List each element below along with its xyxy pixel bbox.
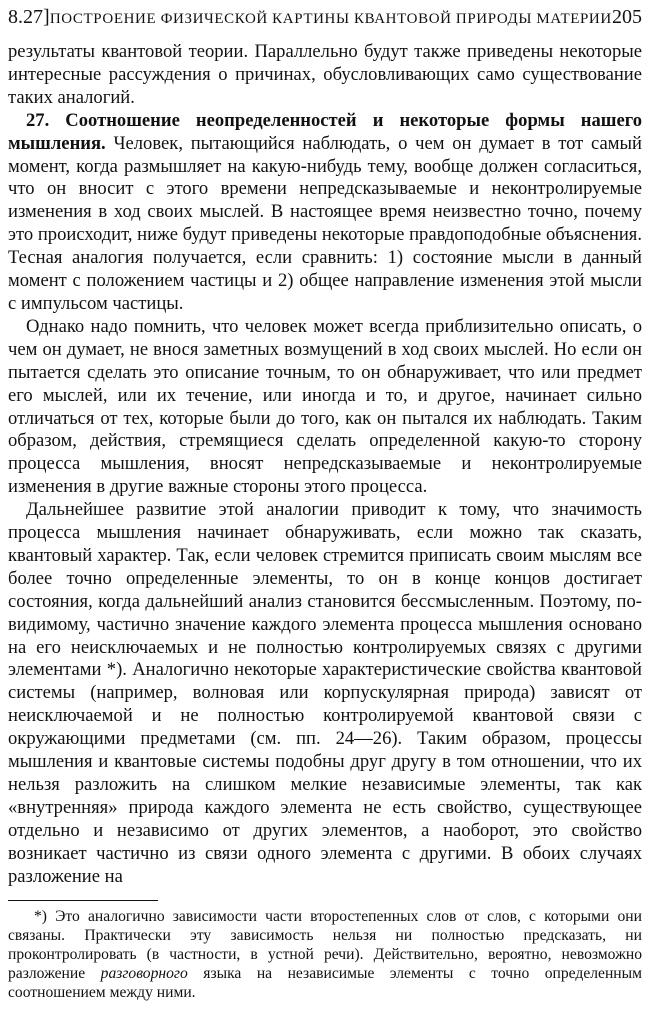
page-number: 205 bbox=[612, 6, 642, 28]
section-number: 8.27] bbox=[8, 6, 50, 28]
running-title: ПОСТРОЕНИЕ ФИЗИЧЕСКОЙ КАРТИНЫ КВАНТОВОЙ ПРИРОДЫ МАТЕРИИ bbox=[49, 11, 612, 27]
running-header bbox=[8, 6, 642, 36]
footnote-text: языка на независимые элементы с точно определенным соотношением между ними. bbox=[8, 965, 642, 1002]
main-text bbox=[8, 41, 642, 889]
paragraph-text: Человек, пытающийся наблюдать, о чем он думает в тот самый момент, когда размышляет на какую-нибудь тему, вообще должен согласиться, что он вносит с этого времени непредсказываемые и неконтролируемые изменения в ход своих мыслей. В настоящее время неизвестно точно, почему это происходит, ниже будут приведены некоторые правдоподобные объяснения. Тесная аналогия получается, если сравнить: 1) состояние мысли в данный момент с положением частицы и 2) общее направление изменения этой мысли с импульсом частицы. bbox=[8, 132, 642, 314]
book-page bbox=[8, 6, 642, 1003]
footnote bbox=[8, 907, 642, 1003]
footnote-text: *) Это аналогично зависимости части второстепенных слов от слов, с которыми они связаны. Практически эту зависимость нельзя ни полностью предсказать, ни проконтролировать (в частности, в устной речи). Действительно, вероятно, невозможно разложение bbox=[8, 907, 642, 983]
paragraph-continued: результаты квантовой теории. Параллельно будут также приведены некоторые интересные рассуждения о причинах, обусловливающих само существование таких аналогий. bbox=[8, 41, 642, 108]
paragraph-section-27 bbox=[8, 110, 642, 316]
footnote-divider bbox=[8, 900, 158, 901]
paragraph: Однако надо помнить, что человек может всегда приблизительно описать, о чем он думает, не внося заметных возмущений в ход своих мыслей. Но если он пытается сделать это описание точным, то он обнаруживает, что или предмет его мыслей, или их течение, или иногда и то, и другое, начинает сильно отличаться от тех, которые были до того, как он пытался их наблюдать. Таким образом, действия, стремящиеся сделать определенной какую-то сторону процесса мышления, вносят непредсказываемые и неконтролируемые изменения в другие важные стороны этого процесса. bbox=[8, 315, 642, 498]
section-heading: 27. Соотношение неопределенностей и некоторые формы нашего мышления. bbox=[8, 109, 642, 154]
paragraph: Дальнейшее развитие этой аналогии приводит к тому, что значимость процесса мышления начинает обнаруживать, если можно так сказать, квантовый характер. Так, если человек стремится приписать своим мыслям все более точно определенные элементы, то он в конце концов достигает состояния, когда дальнейший анализ становится бессмысленным. Поэтому, по-видимому, частично значение каждого элемента процесса мышления основано на его неисключаемых и не полностью контролируемых связях с другими элементами *). Аналогично некоторые характеристические свойства квантовой системы (например, волновая или корпускулярная природа) зависят от неисключаемой и не полностью контролируемой квантовой связи с окружающими предметами (см. пп. 24—26). Таким образом, процессы мышления и квантовые системы подобны друг другу в том отношении, что их нельзя разложить на слишком мелкие независимые элементы, так как «внутренняя» природа каждого элемента не есть свойство, существующее отдельно и независимо от других элементов, а наоборот, это свойство возникает частично из связи одного элемента с другими. В обоих случаях разложение на bbox=[8, 499, 642, 887]
footnote-italic-word: разговорного bbox=[100, 965, 188, 983]
